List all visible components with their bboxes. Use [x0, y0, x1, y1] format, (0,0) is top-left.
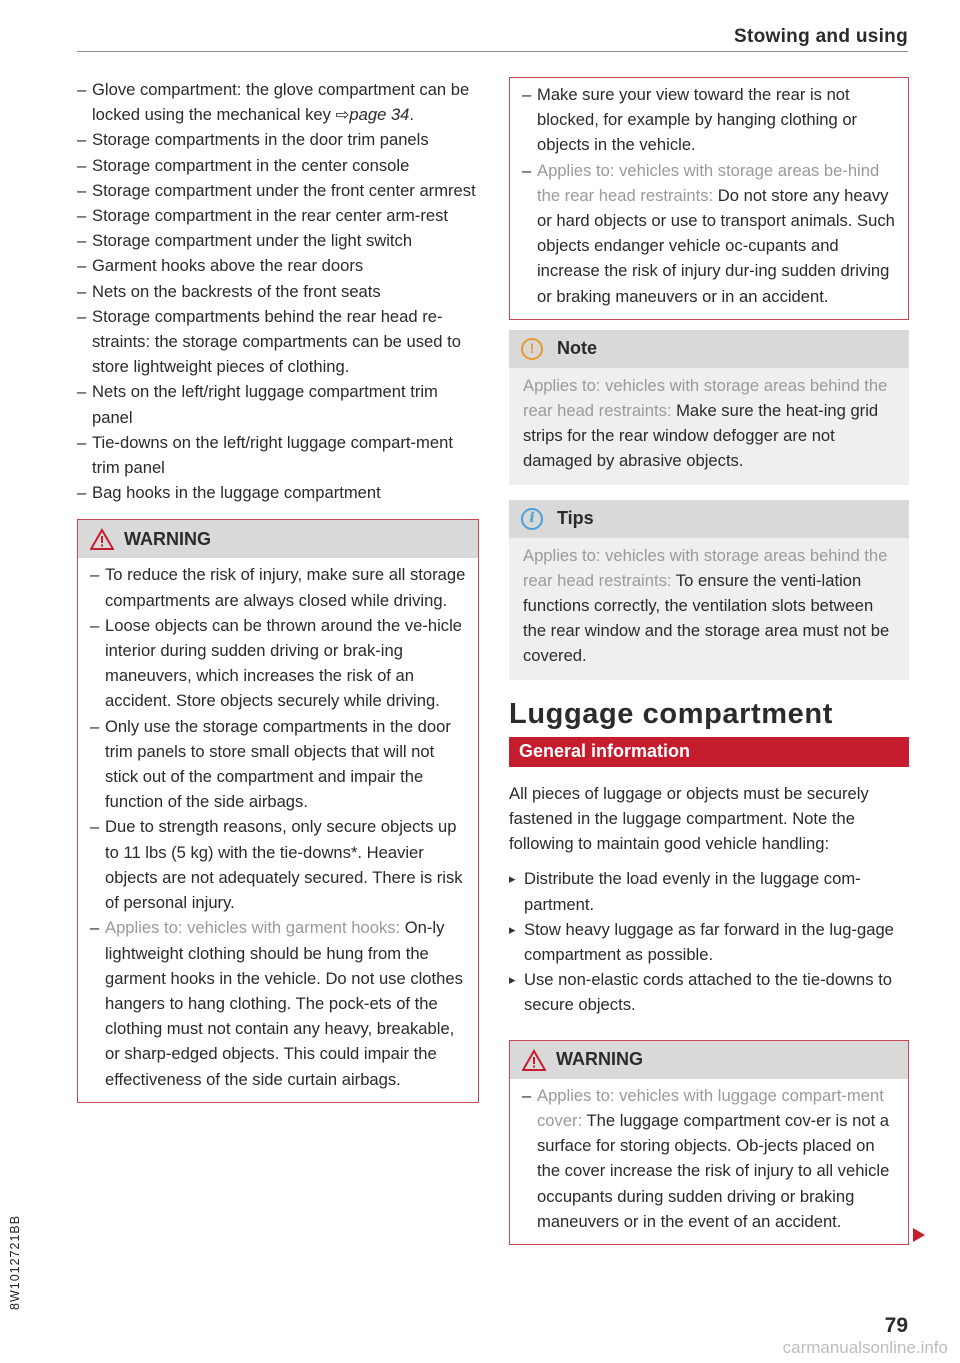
step-item: ▸ Distribute the load evenly in the luggage com-partment.	[509, 866, 909, 916]
applies-to-label: Applies to: vehicles with garment hooks:	[105, 918, 401, 938]
info-icon: i	[521, 508, 543, 530]
right-column	[509, 77, 909, 1245]
list-item: – Nets on the left/right luggage compartment trim panel	[77, 379, 479, 429]
applies-to-label: Applies to: vehicles with storage areas be-hind the rear head restraints:	[537, 160, 880, 205]
list-item: – Applies to: vehicles with garment hooks: On-ly lightweight clothing should be hung from the garment hooks in the vehicle. Do not use clothes hangers to hang clothing. The pock-ets of the clothing must not contain any heavy, breakable, or sharp-edged objects. This could impair the effectiveness of the side curtain airbags.	[90, 915, 466, 1091]
note-title: Note	[557, 338, 597, 359]
step-item: ▸ Use non-elastic cords attached to the tie-downs to secure objects.	[509, 967, 909, 1017]
list-item: – Bag hooks in the luggage compartment	[77, 480, 479, 505]
applies-to-label: Applies to: vehicles with luggage compart-ment cover:	[537, 1085, 884, 1130]
tips-box	[509, 500, 909, 680]
page-reference-link[interactable]: ⇨page 34	[335, 105, 410, 125]
page-number: 79	[884, 1314, 908, 1337]
list-item: – Loose objects can be thrown around the ve-hicle interior during sudden driving or brak-ing maneuvers, which increases the risk of an accident. Store objects securely while driving.	[90, 613, 466, 714]
warning-continued-box	[509, 77, 909, 320]
list-item: – Storage compartment under the light switch	[77, 228, 479, 253]
steps-list	[509, 866, 909, 1017]
list-item: – Nets on the backrests of the front seats	[77, 279, 479, 304]
tips-body: Applies to: vehicles with storage areas behind the rear head restraints: To ensure the venti-lation functions correctly, the ventilation slots between the rear window and the storage area must not be covered.	[523, 545, 890, 666]
warning-box	[77, 519, 479, 1102]
intro-paragraph: All pieces of luggage or objects must be securely fastened in the luggage compartment. Note the following to maintain good vehicle handling:	[509, 783, 869, 854]
list-item: – Make sure your view toward the rear is not blocked, for example by hanging clothing or objects in the vehicle.	[522, 82, 896, 158]
list-item: – Storage compartments in the door trim panels	[77, 127, 479, 152]
warning-title: WARNING	[556, 1049, 643, 1070]
warning-body	[510, 1079, 908, 1244]
list-item: – Glove compartment: the glove compartment can be locked using the mechanical key ⇨page 34.	[77, 77, 479, 127]
list-item: – Due to strength reasons, only secure objects up to 11 lbs (5 kg) with the tie-downs*. Heavier objects are not adequately secured. There is risk of personal injury.	[90, 814, 466, 915]
document-code: 8W1012721BB	[8, 1214, 22, 1310]
list-item: – Garment hooks above the rear doors	[77, 253, 479, 278]
continued-arrow-icon	[913, 1228, 925, 1242]
warning-triangle-icon	[90, 528, 114, 550]
applies-to-label: Applies to: vehicles with storage areas behind the rear head restraints:	[523, 375, 888, 421]
list-item: – Applies to: vehicles with storage areas be-hind the rear head restraints: Do not store any heavy or hard objects or use to transport animals. Such objects endanger vehicle oc-cupants and increase the risk of injury dur-ing sudden driving or braking maneuvers or in an accident.	[522, 158, 896, 309]
watermark: carmanualsonline.info	[782, 1338, 948, 1357]
list-item: – Storage compartment in the center console	[77, 153, 479, 178]
header-rule	[77, 51, 908, 52]
warning-header	[510, 1041, 908, 1079]
warning-triangle-icon	[522, 1049, 546, 1071]
warning-title: WARNING	[124, 528, 211, 549]
section-title: Luggage compartment	[509, 697, 833, 730]
list-item: – Storage compartments behind the rear head re-straints: the storage compartments can be used to store lightweight pieces of clothing.	[77, 304, 479, 380]
left-column	[77, 77, 479, 1103]
list-item: – Storage compartment under the front center armrest	[77, 178, 479, 203]
list-item: – Tie-downs on the left/right luggage compart-ment trim panel	[77, 430, 479, 480]
tips-header	[509, 500, 909, 538]
list-item: – Storage compartment in the rear center arm-rest	[77, 203, 479, 228]
list-item: – Only use the storage compartments in the door trim panels to store small objects that will not stick out of the compartment and impair the function of the side airbags.	[90, 714, 466, 815]
list-item: – Applies to: vehicles with luggage compart-ment cover: The luggage compartment cov-er is not a surface for storing objects. Ob-jects placed on the cover increase the risk of injury to all vehicle occupants during sudden driving or braking maneuvers or in the event of an accident.	[522, 1083, 896, 1234]
running-head: Stowing and using	[734, 26, 908, 47]
step-item: ▸ Stow heavy luggage as far forward in the lug-gage compartment as possible.	[509, 917, 909, 967]
list-item: – To reduce the risk of injury, make sure all storage compartments are always closed while driving.	[90, 562, 466, 612]
note-header	[509, 330, 909, 368]
attention-icon: !	[521, 338, 543, 360]
warning-body	[78, 558, 478, 1101]
storage-list	[77, 77, 479, 505]
note-body: Applies to: vehicles with storage areas behind the rear head restraints: Make sure the heat-ing grid strips for the rear window defogger are not damaged by abrasive objects.	[523, 375, 888, 471]
note-box	[509, 330, 909, 485]
warning-header	[78, 520, 478, 558]
applies-to-label: Applies to: vehicles with storage areas behind the rear head restraints:	[523, 545, 888, 590]
subheading-bar: General information	[509, 737, 909, 767]
tips-title: Tips	[557, 508, 594, 529]
warning-box-2	[509, 1040, 909, 1245]
